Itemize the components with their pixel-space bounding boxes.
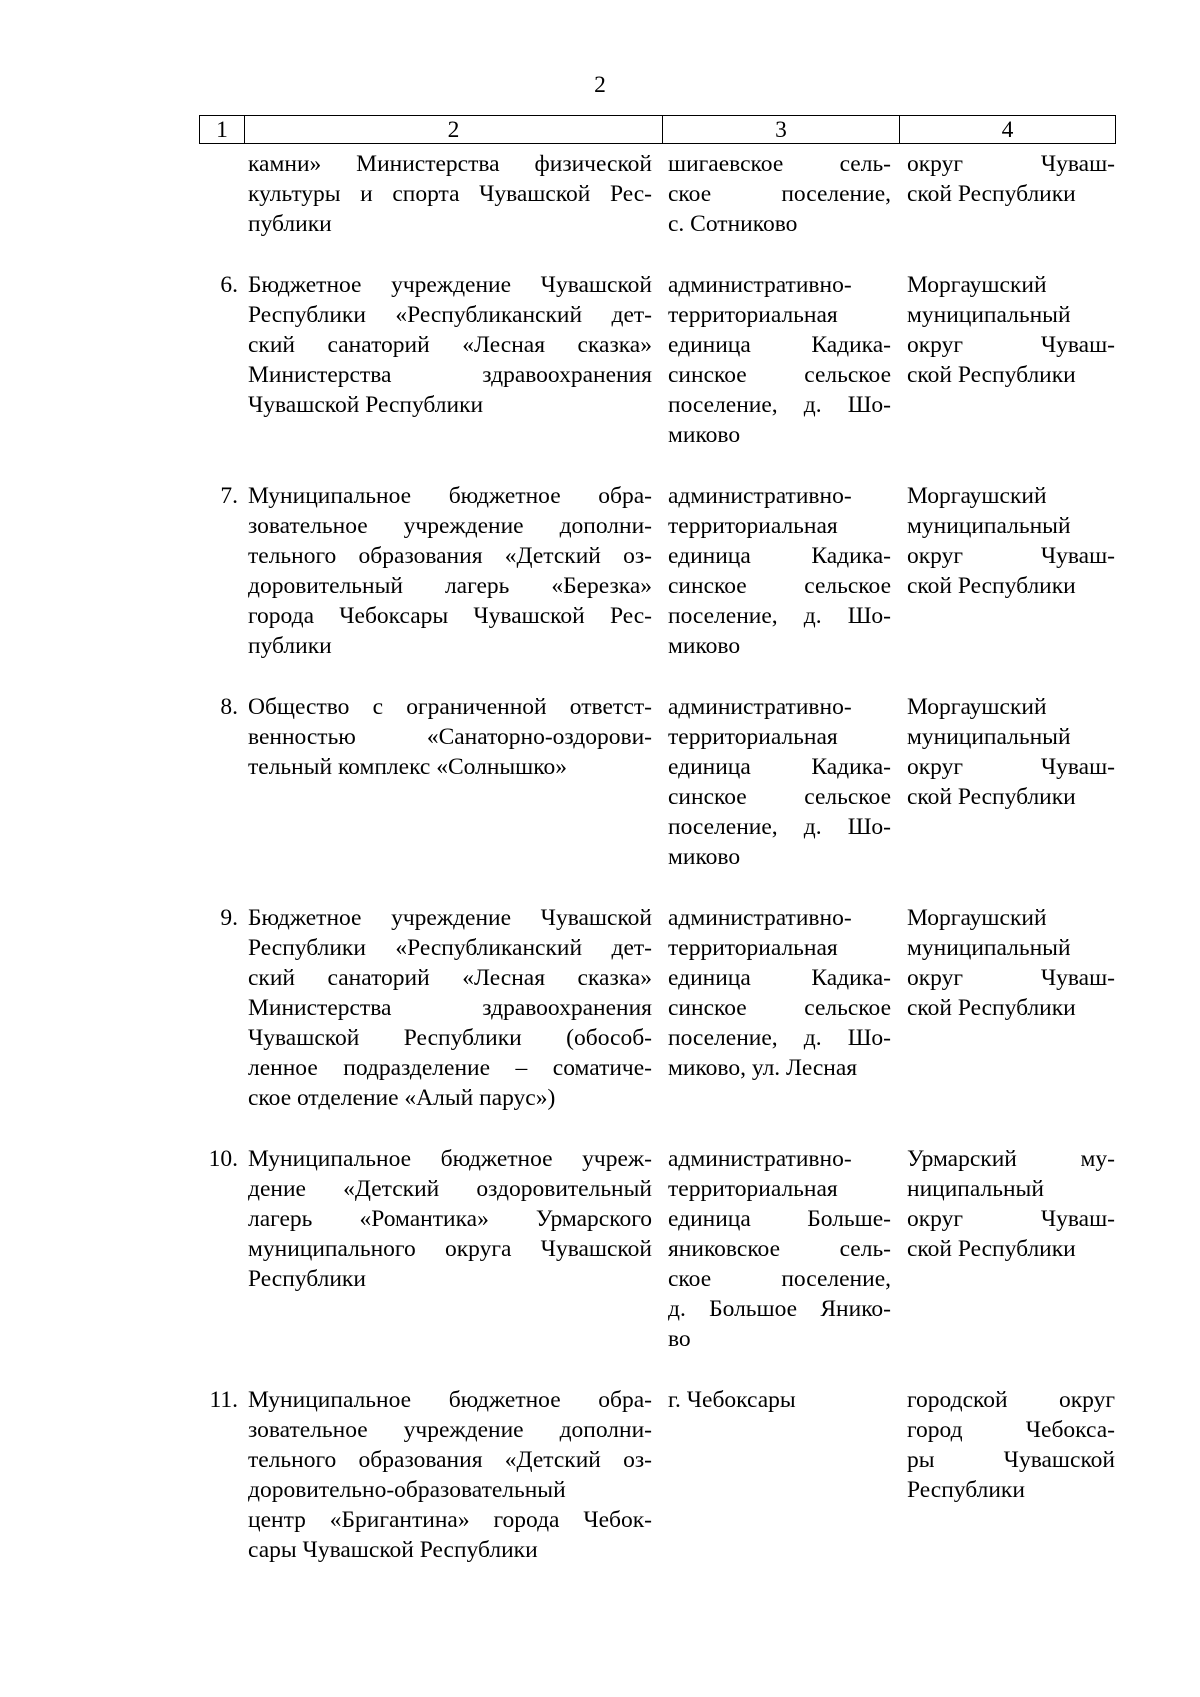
settlement-line: территориальная [668,513,838,539]
settlement-line: единица Больше- [668,1206,891,1232]
settlement [662,692,899,872]
settlement-line: г. Чебоксары [668,1387,796,1413]
settlement-line: поселение, д. Шо- [668,814,891,840]
institution-name [244,1144,662,1294]
district-line: Республики [907,1477,1025,1503]
institution-name-line: публики [248,633,332,659]
district-line: Моргаушский [907,483,1047,509]
district-line: городской округ [907,1387,1115,1413]
district-line: ры Чувашской [907,1447,1115,1473]
institution-name-line: ское отделение «Алый парус») [248,1085,556,1111]
settlement-line: миково [668,422,741,448]
row-number: 9. [220,905,238,931]
institution-name-line: города Чебоксары Чувашской Рес- [248,603,652,629]
institution-name-line: муниципального округа Чувашской [248,1236,652,1262]
institution-name [244,481,662,661]
district-line: округ Чуваш- [907,965,1115,991]
institution-name-line: дение «Детский оздоровительный [248,1176,652,1202]
institution-name-line: тельный комплекс «Солнышко» [248,754,568,780]
district-line: муниципальный [907,302,1071,328]
institution-name-line: Республики [248,1266,366,1292]
row-number: 6. [220,272,238,298]
district-line: Моргаушский [907,272,1047,298]
institution-name-line: культуры и спорта Чувашской Рес- [248,181,652,207]
row-number: 7. [220,483,238,509]
row-number: 11. [209,1387,238,1413]
district-line: ниципальный [907,1176,1044,1202]
district [899,270,1115,390]
institution-name-line: лагерь «Романтика» Урмарского [248,1206,652,1232]
district-line: округ Чуваш- [907,332,1115,358]
table-row [199,692,1115,872]
settlement-line: поселение, д. Шо- [668,603,891,629]
institution-name [244,149,662,239]
institution-name-line: Министерства здравоохранения [248,995,652,1021]
table-row [199,149,1115,239]
district [899,903,1115,1023]
institution-name-line: Чувашской Республики [248,392,484,418]
settlement [662,1385,899,1415]
district-line: ской Республики [907,181,1076,207]
institution-name-line: Министерства здравоохранения [248,362,652,388]
institution-name-line: ский санаторий «Лесная сказка» [248,965,652,991]
row-number: 8. [220,694,238,720]
settlement-line: во [668,1326,691,1352]
institution-name-line: Общество с ограниченной ответст- [248,694,652,720]
settlement [662,1144,899,1354]
institution-name-line: тельного образования «Детский оз- [248,543,652,569]
institution-name [244,270,662,420]
institution-name-line: доровительный лагерь «Березка» [248,573,652,599]
settlement [662,149,899,239]
institution-name-line: зовательное учреждение дополни- [248,1417,652,1443]
settlement-line: административно- [668,272,852,298]
settlement [662,270,899,450]
table-header [199,115,1116,144]
settlement-line: миково, ул. Лесная [668,1055,858,1081]
district-line: округ Чуваш- [907,754,1115,780]
institution-name-line: сары Чувашской Республики [248,1537,538,1563]
settlement-line: территориальная [668,935,838,961]
institution-name-line: венностью «Санаторно-оздорови- [248,724,652,750]
settlement-line: территориальная [668,302,838,328]
settlement-line: синское сельское [668,995,891,1021]
settlement-line: яниковское сель- [668,1236,891,1262]
district-line: ской Республики [907,784,1076,810]
header-cell-3: 3 [663,116,900,144]
district-line: ской Республики [907,1236,1076,1262]
district-line: город Чебокса- [907,1417,1115,1443]
institution-name-line: Муниципальное бюджетное учреж- [248,1146,652,1172]
institution-name-line: Бюджетное учреждение Чувашской [248,905,652,931]
settlement-line: административно- [668,694,852,720]
district-line: округ Чуваш- [907,543,1115,569]
institution-name-line: ленное подразделение – соматиче- [248,1055,652,1081]
institution-name [244,692,662,782]
table-row [199,270,1115,450]
settlement-line: шигаевское сель- [668,151,891,177]
institution-name-line: камни» Министерства физической [248,151,652,177]
district [899,149,1115,209]
district [899,1144,1115,1264]
settlement-line: единица Кадика- [668,754,891,780]
institution-name-line: Республики «Республиканский дет- [248,302,652,328]
institution-name-line: ский санаторий «Лесная сказка» [248,332,652,358]
district-line: ской Республики [907,995,1076,1021]
settlement [662,481,899,661]
institution-name-line: Чувашской Республики (обособ- [248,1025,652,1051]
district-line: муниципальный [907,935,1071,961]
settlement-line: синское сельское [668,573,891,599]
settlement-line: территориальная [668,724,838,750]
district-line: муниципальный [907,724,1071,750]
header-cell-1: 1 [200,116,245,144]
institution-name-line: Муниципальное бюджетное обра- [248,483,652,509]
settlement-line: миково [668,633,741,659]
table-row [199,903,1115,1113]
district-line: ской Республики [907,362,1076,388]
district-line: округ Чуваш- [907,1206,1115,1232]
institution-name [244,1385,662,1565]
settlement-line: поселение, д. Шо- [668,392,891,418]
table-body [199,149,1115,1596]
settlement-line: с. Сотниково [668,211,798,237]
institution-name-line: доровительно-образовательный [248,1477,566,1503]
settlement-line: единица Кадика- [668,965,891,991]
settlement-line: административно- [668,1146,852,1172]
settlement-line: ское поселение, [668,1266,891,1292]
institution-name-line: Бюджетное учреждение Чувашской [248,272,652,298]
settlement [662,903,899,1083]
settlement-line: административно- [668,483,852,509]
settlement-line: синское сельское [668,362,891,388]
header-cell-4: 4 [900,116,1116,144]
district [899,692,1115,812]
district [899,1385,1115,1505]
district-line: ской Республики [907,573,1076,599]
institution-name-line: Республики «Республиканский дет- [248,935,652,961]
institution-name-line: зовательное учреждение дополни- [248,513,652,539]
header-cell-2: 2 [245,116,663,144]
settlement-line: миково [668,844,741,870]
settlement-line: территориальная [668,1176,838,1202]
settlement-line: д. Большое Янико- [668,1296,891,1322]
institution-name [244,903,662,1113]
settlement-line: синское сельское [668,784,891,810]
district [899,481,1115,601]
settlement-line: единица Кадика- [668,543,891,569]
table-row [199,1385,1115,1565]
institution-name-line: тельного образования «Детский оз- [248,1447,652,1473]
page-number: 2 [594,72,606,98]
district-line: Моргаушский [907,694,1047,720]
settlement-line: ское поселение, [668,181,891,207]
district-line: Моргаушский [907,905,1047,931]
institution-name-line: центр «Бригантина» города Чебок- [248,1507,652,1533]
settlement-line: единица Кадика- [668,332,891,358]
settlement-line: поселение, д. Шо- [668,1025,891,1051]
district-line: муниципальный [907,513,1071,539]
institution-name-line: публики [248,211,332,237]
row-number: 10. [208,1146,238,1172]
settlement-line: административно- [668,905,852,931]
table-row [199,481,1115,661]
district-line: Урмарский му- [907,1146,1115,1172]
district-line: округ Чуваш- [907,151,1115,177]
table-row [199,1144,1115,1354]
institution-name-line: Муниципальное бюджетное обра- [248,1387,652,1413]
